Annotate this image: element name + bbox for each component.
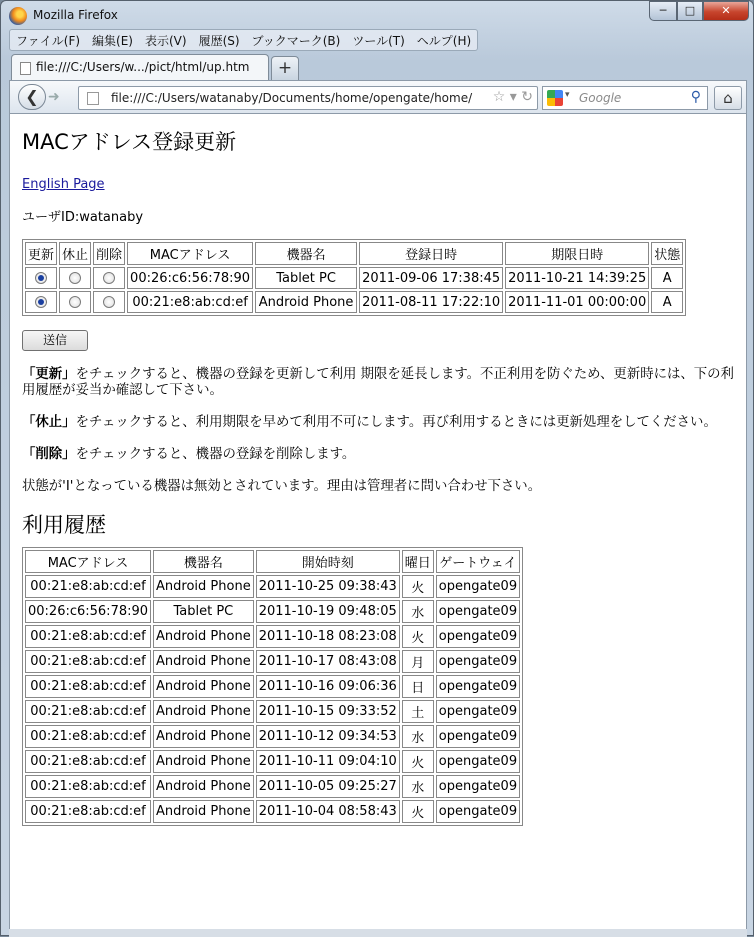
- device-expires-cell: 2011-10-21 14:39:25: [505, 267, 649, 289]
- pause-radio[interactable]: [69, 296, 81, 308]
- user-id-label: ユーザID:: [22, 210, 80, 225]
- maximize-button[interactable]: □: [677, 1, 703, 21]
- history-device-cell: Android Phone: [153, 750, 254, 773]
- history-gateway-cell: opengate09: [436, 800, 520, 823]
- history-gateway-cell: opengate09: [436, 725, 520, 748]
- history-title: 利用履歴: [22, 513, 106, 537]
- history-device-cell: Android Phone: [153, 775, 254, 798]
- close-button[interactable]: ✕: [703, 1, 749, 21]
- new-tab-button[interactable]: +: [271, 56, 299, 80]
- history-gateway-cell: opengate09: [436, 600, 520, 623]
- history-weekday-cell: 火: [402, 800, 434, 823]
- history-device-cell: Android Phone: [153, 725, 254, 748]
- menu-bar: [9, 29, 478, 51]
- title-bar: [1, 1, 753, 29]
- history-device-cell: Tablet PC: [153, 600, 254, 623]
- history-start-cell: 2011-10-17 08:43:08: [256, 650, 400, 673]
- instruction-text: をチェックすると、機器の登録を更新して利用 期限を延長します。不正利用を防ぐため、更新時には、下の利用履歴が妥当か確認して下さい。: [22, 367, 734, 398]
- search-placeholder: Google: [579, 91, 622, 105]
- history-start-cell: 2011-10-19 09:48:05: [256, 600, 400, 623]
- history-mac-cell: 00:21:e8:ab:cd:ef: [25, 750, 151, 773]
- history-row: [25, 700, 520, 723]
- update-radio[interactable]: [35, 272, 47, 284]
- column-header: ゲートウェイ: [436, 550, 520, 573]
- device-registered-cell: 2011-09-06 17:38:45: [359, 267, 503, 289]
- search-engine-dropdown-icon[interactable]: ▾: [565, 90, 570, 100]
- history-mac-cell: 00:21:e8:ab:cd:ef: [25, 725, 151, 748]
- history-row: [25, 650, 520, 673]
- url-bar[interactable]: [78, 86, 538, 110]
- column-header: MACアドレス: [25, 550, 151, 573]
- history-gateway-cell: opengate09: [436, 750, 520, 773]
- page-content: [9, 114, 747, 929]
- device-name-cell: Tablet PC: [255, 267, 357, 289]
- tab-strip: [11, 54, 299, 80]
- search-box[interactable]: [542, 86, 708, 110]
- column-header: 休止: [59, 242, 91, 265]
- history-weekday-cell: 土: [402, 700, 434, 723]
- search-icon[interactable]: ⚲: [690, 89, 701, 105]
- column-header: 削除: [93, 242, 125, 265]
- back-forward-group: [18, 84, 78, 110]
- history-start-cell: 2011-10-11 09:04:10: [256, 750, 400, 773]
- history-device-cell: Android Phone: [153, 575, 254, 598]
- device-status-cell: A: [651, 267, 683, 289]
- radio-cell: [93, 267, 125, 289]
- history-row: [25, 800, 520, 823]
- tab-current[interactable]: [11, 54, 269, 80]
- column-header: 開始時刻: [256, 550, 400, 573]
- instruction-keyword: 「更新」: [22, 367, 76, 382]
- device-row: [25, 267, 683, 289]
- history-weekday-cell: 火: [402, 625, 434, 648]
- page-icon: [20, 62, 31, 75]
- column-header: 登録日時: [359, 242, 503, 265]
- history-row: [25, 725, 520, 748]
- device-expires-cell: 2011-11-01 00:00:00: [505, 291, 649, 313]
- history-start-cell: 2011-10-12 09:34:53: [256, 725, 400, 748]
- devices-table: [22, 239, 686, 316]
- history-device-cell: Android Phone: [153, 625, 254, 648]
- column-header: 機器名: [153, 550, 254, 573]
- history-row: [25, 750, 520, 773]
- history-weekday-cell: 月: [402, 650, 434, 673]
- history-device-cell: Android Phone: [153, 800, 254, 823]
- radio-cell: [59, 291, 91, 313]
- history-row: [25, 675, 520, 698]
- radio-cell: [59, 267, 91, 289]
- history-start-cell: 2011-10-25 09:38:43: [256, 575, 400, 598]
- user-id-value: watanaby: [79, 210, 144, 225]
- history-gateway-cell: opengate09: [436, 675, 520, 698]
- google-icon[interactable]: [547, 90, 563, 106]
- pause-radio[interactable]: [69, 272, 81, 284]
- history-gateway-cell: opengate09: [436, 625, 520, 648]
- history-start-cell: 2011-10-16 09:06:36: [256, 675, 400, 698]
- history-gateway-cell: opengate09: [436, 650, 520, 673]
- column-header: 期限日時: [505, 242, 649, 265]
- history-gateway-cell: opengate09: [436, 700, 520, 723]
- instruction-paragraph: [22, 367, 734, 399]
- history-mac-cell: 00:21:e8:ab:cd:ef: [25, 650, 151, 673]
- menu-history[interactable]: 履歴(S): [198, 34, 240, 48]
- reload-icon[interactable]: ↻: [521, 89, 533, 105]
- radio-cell: [93, 291, 125, 313]
- delete-radio[interactable]: [103, 296, 115, 308]
- instruction-text: をチェックすると、機器の登録を削除します。: [75, 447, 356, 462]
- window-title: Mozilla Firefox: [33, 8, 118, 22]
- history-mac-cell: 00:21:e8:ab:cd:ef: [25, 800, 151, 823]
- instruction-paragraph: [22, 479, 734, 495]
- history-weekday-cell: 火: [402, 750, 434, 773]
- tab-label: file:///C:/Users/w.../pict/html/up.htm: [36, 60, 250, 74]
- column-header: 更新: [25, 242, 57, 265]
- menu-view[interactable]: 表示(V): [144, 34, 187, 48]
- column-header: 曜日: [402, 550, 434, 573]
- dropdown-icon[interactable]: ▾: [509, 89, 517, 105]
- navigation-toolbar: [9, 80, 747, 114]
- radio-cell: [25, 291, 57, 313]
- history-start-cell: 2011-10-05 09:25:27: [256, 775, 400, 798]
- instructions: [22, 367, 734, 495]
- history-weekday-cell: 火: [402, 575, 434, 598]
- history-start-cell: 2011-10-04 08:58:43: [256, 800, 400, 823]
- instruction-paragraph: [22, 415, 734, 431]
- history-device-cell: Android Phone: [153, 675, 254, 698]
- history-weekday-cell: 日: [402, 675, 434, 698]
- history-weekday-cell: 水: [402, 600, 434, 623]
- history-weekday-cell: 水: [402, 775, 434, 798]
- menu-tools[interactable]: ツール(T): [352, 34, 405, 48]
- instruction-keyword: 「削除」: [22, 447, 76, 462]
- history-table: [22, 547, 523, 826]
- radio-cell: [25, 267, 57, 289]
- history-weekday-cell: 水: [402, 725, 434, 748]
- column-header: 状態: [651, 242, 683, 265]
- delete-radio[interactable]: [103, 272, 115, 284]
- english-page-link[interactable]: English Page: [22, 177, 105, 192]
- update-radio[interactable]: [35, 296, 47, 308]
- history-mac-cell: 00:21:e8:ab:cd:ef: [25, 675, 151, 698]
- menu-bookmarks[interactable]: ブックマーク(B): [251, 34, 341, 48]
- back-button[interactable]: ❮: [18, 84, 46, 110]
- column-header: 機器名: [255, 242, 357, 265]
- device-name-cell: Android Phone: [255, 291, 357, 313]
- menu-file[interactable]: ファイル(F): [16, 34, 81, 48]
- instruction-paragraph: [22, 447, 734, 463]
- instruction-text: 状態が'I'となっている機器は無効とされています。理由は管理者に問い合わせ下さい。: [22, 479, 542, 494]
- menu-help[interactable]: ヘルプ(H): [416, 34, 472, 48]
- device-row: [25, 291, 683, 313]
- history-mac-cell: 00:21:e8:ab:cd:ef: [25, 575, 151, 598]
- history-row: [25, 775, 520, 798]
- url-bar-icons: [490, 89, 533, 105]
- history-mac-cell: 00:21:e8:ab:cd:ef: [25, 775, 151, 798]
- instruction-keyword: 「休止」: [22, 415, 76, 430]
- instruction-text: をチェックすると、利用期限を早めて利用不可にします。再び利用するときには更新処理をしてください。: [75, 415, 717, 430]
- history-start-cell: 2011-10-18 08:23:08: [256, 625, 400, 648]
- submit-button[interactable]: 送信: [22, 330, 88, 351]
- url-text: file:///C:/Users/watanaby/Documents/home/opengate/home/: [111, 91, 473, 105]
- device-mac-cell: 00:26:c6:56:78:90: [127, 267, 253, 289]
- menu-edit[interactable]: 編集(E): [92, 34, 133, 48]
- page-icon: [87, 92, 99, 105]
- history-row: [25, 575, 520, 598]
- history-device-cell: Android Phone: [153, 650, 254, 673]
- minimize-button[interactable]: ─: [649, 1, 677, 21]
- history-gateway-cell: opengate09: [436, 775, 520, 798]
- page-title: MACアドレス登録更新: [22, 130, 237, 154]
- history-gateway-cell: opengate09: [436, 575, 520, 598]
- column-header: MACアドレス: [127, 242, 253, 265]
- history-mac-cell: 00:21:e8:ab:cd:ef: [25, 700, 151, 723]
- device-mac-cell: 00:21:e8:ab:cd:ef: [127, 291, 253, 313]
- home-button[interactable]: ⌂: [714, 86, 742, 110]
- history-mac-cell: 00:21:e8:ab:cd:ef: [25, 625, 151, 648]
- history-row: [25, 600, 520, 623]
- forward-button[interactable]: ➜: [48, 89, 60, 105]
- device-registered-cell: 2011-08-11 17:22:10: [359, 291, 503, 313]
- firefox-logo-icon: [9, 7, 27, 25]
- history-row: [25, 625, 520, 648]
- history-device-cell: Android Phone: [153, 700, 254, 723]
- user-id-line: [22, 206, 734, 225]
- device-status-cell: A: [651, 291, 683, 313]
- history-mac-cell: 00:26:c6:56:78:90: [25, 600, 151, 623]
- bookmark-star-icon[interactable]: ☆: [492, 89, 506, 105]
- history-start-cell: 2011-10-15 09:33:52: [256, 700, 400, 723]
